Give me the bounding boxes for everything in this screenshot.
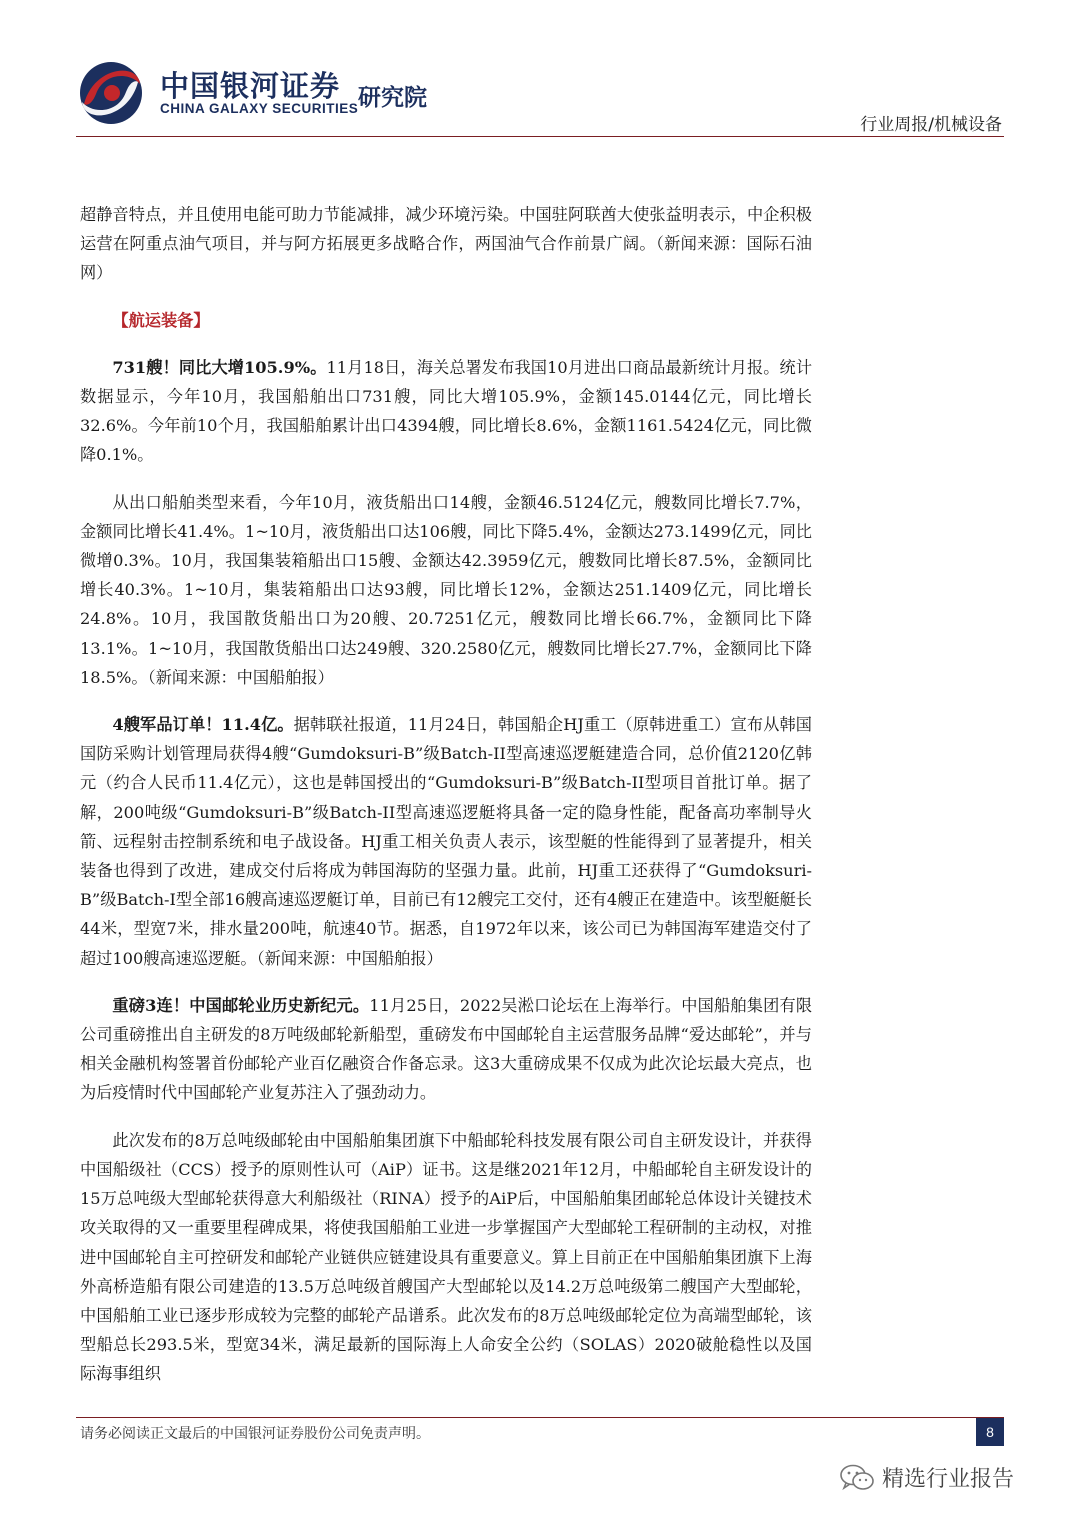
section-heading-shipping-equipment: 【航运装备】	[112, 310, 210, 330]
brand-name-english: CHINA GALAXY SECURITIES	[160, 101, 359, 116]
footer-divider	[76, 1417, 1004, 1418]
brand-name-chinese: 中国银河证券	[160, 69, 341, 103]
page-number: 8	[976, 1418, 1004, 1446]
brand-institute: 研究院	[358, 85, 427, 111]
paragraph-ship-exports	[80, 353, 812, 470]
wechat-icon	[840, 1464, 874, 1492]
lead-headline: 重磅3连！中国邮轮业历史新纪元。	[112, 995, 370, 1015]
paragraph-ship-types: 从出口船舶类型来看，今年10月，液货船出口14艘，金额46.5124亿元，艘数同比增长7.7%，金额同比增长41.4%。1~10月，液货船出口达106艘，同比下降5.4%，金额达273.1499亿元，同比微增0.3%。10月，我国集装箱船出口15艘、金额达42.3959亿元，艘数同比增长87.5%，金额同比增长40.3%。1~10月，集装箱船出口达93艘，同比增长12%，金额达251.1409亿元，同比增长24.8%。10月，我国散货船出口为20艘、20.7251亿元，艘数同比增长66.7%，金额同比下降13.1%。1~10月，我国散货船出口达249艘、320.2580亿元，艘数同比增长27.7%，金额同比下降18.5%。（新闻来源：中国船舶报）	[80, 492, 812, 687]
paragraph-cruise-design: 此次发布的8万总吨级邮轮由中国船舶集团旗下中船邮轮科技发展有限公司自主研发设计，并获得中国船级社（CCS）授予的原则性认可（AiP）证书。这是继2021年12月，中船邮轮自主研发设计的15万总吨级大型邮轮获得意大利船级社（RINA）授予的AiP后，中国船舶集团邮轮总体设计关键技术攻关取得的又一重要里程碑成果，将使我国船舶工业进一步掌握国产大型邮轮工程研制的主动权，对推进中国邮轮自主可控研发和邮轮产业链供应链建设具有重要意义。算上目前正在中国船舶集团旗下上海外高桥造船有限公司建造的13.5万总吨级首艘国产大型邮轮以及14.2万总吨级第二艘国产大型邮轮，中国船舶工业已逐步形成较为完整的邮轮产品谱系。此次发布的8万总吨级邮轮定位为高端型邮轮，该型船总长293.5米，型宽34米，满足最新的国际海上人命安全公约（SOLAS）2020破舱稳性以及国际海事组织	[80, 1130, 812, 1384]
galaxy-logo-icon	[74, 60, 148, 126]
lead-headline: 731艘！同比大增105.9%。	[112, 357, 327, 377]
report-type: 行业周报/机械设备	[860, 115, 1002, 135]
lead-headline: 4艘军品订单！11.4亿。	[112, 715, 294, 735]
footer-disclaimer: 请务必阅读正文最后的中国银河证券股份公司免责声明。	[80, 1426, 430, 1442]
paragraph-text: 11月18日，海关总署发布我国10月进出口商品最新统计月报。统计数据显示，今年10月，我国船舶出口731艘，同比大增105.9%，金额145.0144亿元，同比增长32.6%。今年前10个月，我国船舶累计出口4394艘，同比增长8.6%，金额1161.5424亿元，同比微降0.1%。	[80, 357, 813, 465]
watermark-text: 精选行业报告	[882, 1467, 1015, 1492]
wechat-watermark	[840, 1462, 1014, 1493]
paragraph-cruise-industry	[80, 991, 812, 1108]
header-divider	[76, 136, 1004, 137]
paragraph-text: 据韩联社报道，11月24日，韩国船企HJ重工（原韩进重工）宣布从韩国国防采购计划管理局获得4艘“Gumdoksuri-B”级Batch-II型高速巡逻艇建造合同，总价值2120亿韩元（约合人民币11.4亿元），这也是韩国授出的“Gumdoksuri-B”级Batch-II型项目首批订单。据了解，200吨级“Gumdoksuri-B”级Batch-II型高速巡逻艇将具备一定的隐身性能，配备高功率制导火箭、远程射击控制系统和电子战设备。HJ重工相关负责人表示，该型艇的性能得到了显著提升，相关装备也得到了改进，建成交付后将成为韩国海防的坚强力量。此前，HJ重工还获得了“Gumdoksuri-B”级Batch-I型全部16艘高速巡逻艇订单，目前已有12艘完工交付，还有4艘正在建造中。该型艇艇长44米，型宽7米，排水量200吨，航速40节。据悉，自1972年以来，该公司已为韩国海军建造交付了超过100艘高速巡逻艇。（新闻来源：中国船舶报）	[80, 715, 812, 968]
paragraph-continued: 超静音特点，并且使用电能可助力节能减排，减少环境污染。中国驻阿联酋大使张益明表示，中企积极运营在阿重点油气项目，并与阿方拓展更多战略合作，两国油气合作前景广阔。（新闻来源：国际石油网）	[80, 205, 812, 283]
paragraph-military-order	[80, 710, 812, 973]
paragraph-text: 11月25日，2022吴淞口论坛在上海举行。中国船舶集团有限公司重磅推出自主研发的8万吨级邮轮新船型，重磅发布中国邮轮自主运营服务品牌“爱达邮轮”，并与相关金融机构签署首份邮轮产业百亿融资合作备忘录。这3大重磅成果不仅成为此次论坛最大亮点，也为后疫情时代中国邮轮产业复苏注入了强劲动力。	[80, 995, 813, 1103]
article-body	[80, 200, 812, 1407]
